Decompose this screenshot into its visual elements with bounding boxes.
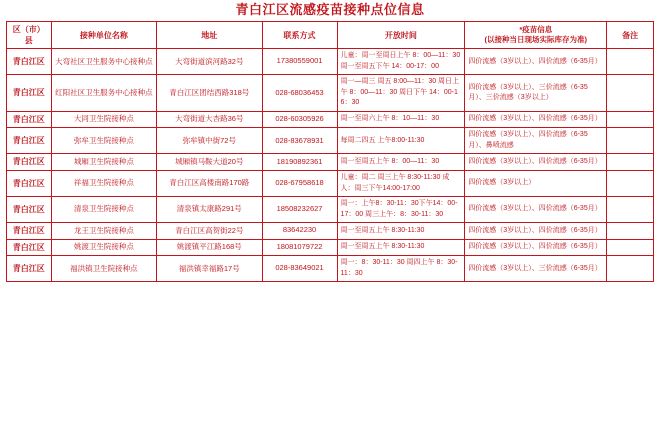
cell-remark <box>607 154 654 171</box>
cell-vaccine: 四价流感（3岁以上）、四价流感（6-35月） <box>465 239 607 256</box>
cell-vaccine: 四价流感（3岁以上）、四价流感（6-35月） <box>465 223 607 240</box>
cell-remark <box>607 128 654 154</box>
table-body <box>7 49 654 282</box>
column-header-vaccine-line2: (以接种当日现场实际库存为准) <box>484 35 588 45</box>
table-header-row <box>7 22 654 49</box>
cell-vaccine: 四价流感（3岁以上）、三价流感（6-35月）、三价流感（3岁以上） <box>465 75 607 112</box>
cell-hours: 每周二四五 上午8:00-11:30 <box>337 128 465 154</box>
cell-remark <box>607 75 654 112</box>
cell-phone: 83642230 <box>262 223 337 240</box>
column-header-vaccine-line1: *疫苗信息 <box>519 24 553 34</box>
table-header <box>7 22 654 49</box>
cell-district: 青白江区 <box>7 239 52 256</box>
cell-remark <box>607 197 654 223</box>
cell-hours: 儿童：周二 周三上午 8:30-11:30 成人：周三下午14:00-17:00 <box>337 171 465 197</box>
table-row <box>7 223 654 240</box>
column-header-phone: 联系方式 <box>262 22 337 49</box>
table-row <box>7 128 654 154</box>
cell-address: 青白江区高楼南路170路 <box>157 171 262 197</box>
cell-address: 福洪镇幸福路17号 <box>157 256 262 282</box>
cell-phone: 028-60305926 <box>262 111 337 128</box>
cell-phone: 028-83649021 <box>262 256 337 282</box>
cell-remark <box>607 239 654 256</box>
table-row <box>7 111 654 128</box>
cell-district: 青白江区 <box>7 154 52 171</box>
page-title: 青白江区流感疫苗接种点位信息 <box>235 2 425 17</box>
cell-unit: 福洪镇卫生院接种点 <box>51 256 156 282</box>
cell-hours: 周一至周六上午 8：10—11：30 <box>337 111 465 128</box>
cell-vaccine: 四价流感（3岁以上）、四价流感（6-35月） <box>465 111 607 128</box>
cell-district: 青白江区 <box>7 75 52 112</box>
table-row <box>7 75 654 112</box>
cell-district: 青白江区 <box>7 256 52 282</box>
cell-remark <box>607 49 654 75</box>
cell-phone: 028-83678931 <box>262 128 337 154</box>
cell-unit: 清泉卫生院接种点 <box>51 197 156 223</box>
cell-vaccine: 四价流感（3岁以上）、四价流感（6-35月）、鼻喷流感 <box>465 128 607 154</box>
table-row <box>7 49 654 75</box>
cell-district: 青白江区 <box>7 128 52 154</box>
column-header-address: 地址 <box>157 22 262 49</box>
cell-phone: 18508232627 <box>262 197 337 223</box>
cell-phone: 028-68036453 <box>262 75 337 112</box>
cell-unit: 红阳社区卫生服务中心接种点 <box>51 75 156 112</box>
cell-vaccine: 四价流感（3岁以上）、三价流感（6-35月） <box>465 256 607 282</box>
table-row <box>7 256 654 282</box>
table-row <box>7 154 654 171</box>
cell-address: 大弯街道滨河路32号 <box>157 49 262 75</box>
cell-unit: 大同卫生院接种点 <box>51 111 156 128</box>
cell-district: 青白江区 <box>7 197 52 223</box>
cell-hours: 周一—周三 周五 8:00—11：30 周日上午 8：00—11：30 周日下午 14：00-16：30 <box>337 75 465 112</box>
cell-hours: 儿童：周一至周日上午 8：00—11：30 周一至周五下午 14：00-17：00 <box>337 49 465 75</box>
cell-unit: 龙王卫生院接种点 <box>51 223 156 240</box>
cell-unit: 城厢卫生院接种点 <box>51 154 156 171</box>
cell-district: 青白江区 <box>7 171 52 197</box>
cell-address: 姚渡镇平江路168号 <box>157 239 262 256</box>
cell-hours: 周一至周五上午 8:30-11:30 <box>337 239 465 256</box>
table-row <box>7 171 654 197</box>
cell-hours: 周一：8：30-11：30 周四上午 8：30-11：30 <box>337 256 465 282</box>
cell-phone: 18190892361 <box>262 154 337 171</box>
cell-address: 清泉镇太康路291号 <box>157 197 262 223</box>
cell-hours: 周一至周五上午 8：00—11：30 <box>337 154 465 171</box>
cell-vaccine: 四价流感（3岁以上） <box>465 171 607 197</box>
cell-address: 青白江区团结西路318号 <box>157 75 262 112</box>
cell-remark <box>607 223 654 240</box>
cell-district: 青白江区 <box>7 111 52 128</box>
cell-unit: 弥牟卫生院接种点 <box>51 128 156 154</box>
cell-vaccine: 四价流感（3岁以上）、四价流感（6-35月） <box>465 197 607 223</box>
cell-phone: 18081079722 <box>262 239 337 256</box>
cell-hours: 周一至周五上午 8:30-11:30 <box>337 223 465 240</box>
table-row <box>7 197 654 223</box>
cell-remark <box>607 256 654 282</box>
cell-vaccine: 四价流感（3岁以上）、四价流感（6-35月） <box>465 154 607 171</box>
cell-phone: 028-67958618 <box>262 171 337 197</box>
table-row <box>7 239 654 256</box>
column-header-remark: 备注 <box>607 22 654 49</box>
cell-vaccine: 四价流感（3岁以上）、四价流感（6-35月） <box>465 49 607 75</box>
column-header-hours: 开放时间 <box>337 22 465 49</box>
cell-address: 弥牟镇中街72号 <box>157 128 262 154</box>
cell-remark <box>607 171 654 197</box>
cell-district: 青白江区 <box>7 49 52 75</box>
cell-unit: 祥福卫生院接种点 <box>51 171 156 197</box>
column-header-vaccine <box>465 22 607 49</box>
column-header-district: 区（市）县 <box>7 22 52 49</box>
cell-address: 大弯街道大杏路36号 <box>157 111 262 128</box>
cell-address: 城厢镇马鞍大道20号 <box>157 154 262 171</box>
cell-phone: 17380559001 <box>262 49 337 75</box>
column-header-unit: 接种单位名称 <box>51 22 156 49</box>
cell-remark <box>607 111 654 128</box>
vaccination-sites-table <box>6 21 654 282</box>
cell-address: 青白江区高贺街22号 <box>157 223 262 240</box>
cell-unit: 姚渡卫生院接种点 <box>51 239 156 256</box>
cell-district: 青白江区 <box>7 223 52 240</box>
cell-unit: 大弯社区卫生服务中心接种点 <box>51 49 156 75</box>
cell-hours: 周一：上午8：30-11：30下午14：00-17：00 周三上午：8：30-11：30 <box>337 197 465 223</box>
